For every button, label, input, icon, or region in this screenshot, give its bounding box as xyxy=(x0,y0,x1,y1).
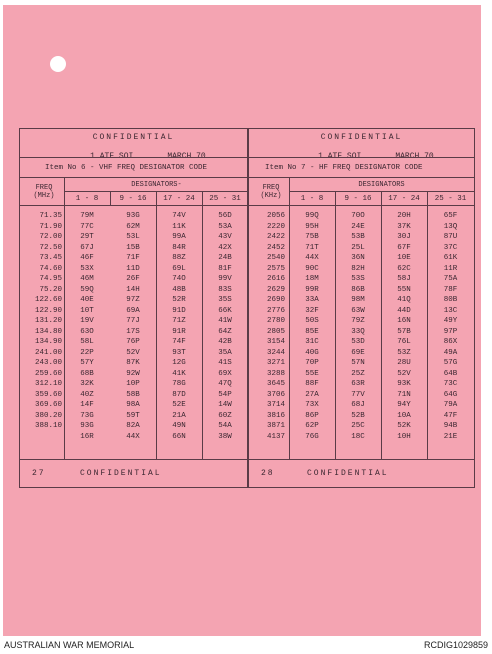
table-cell: 41S xyxy=(218,359,232,367)
day-header: 17 - 24 xyxy=(388,195,420,203)
table-cell: 44D xyxy=(397,306,411,315)
footer-classification: CONFIDENTIAL xyxy=(80,469,162,478)
table-cell: 122.60 xyxy=(34,296,62,304)
table-cell: 4137 xyxy=(266,432,285,441)
table-cell: 82A xyxy=(126,422,140,430)
table-cell: 79A xyxy=(443,401,458,409)
table-cell: 359.60 xyxy=(34,390,62,399)
table-cell: 134.80 xyxy=(34,327,62,336)
table-cell: 18C xyxy=(351,432,365,441)
table-cell: 76L xyxy=(397,338,411,346)
freq-header-unit: (KHz) xyxy=(260,192,282,200)
day-header: 25 - 31 xyxy=(209,195,241,203)
table-cell: 17S xyxy=(126,327,140,336)
table-cell: 77C xyxy=(80,222,94,231)
table-cell: 2452 xyxy=(266,243,285,252)
designator-column xyxy=(64,211,110,442)
table-cell: 66K xyxy=(218,306,232,315)
table-cell: 73.45 xyxy=(39,254,62,262)
table-cell: 74O xyxy=(172,275,186,283)
table-cell: 75A xyxy=(443,275,458,283)
table-cell: 99R xyxy=(305,285,319,294)
table-cell: 3706 xyxy=(266,390,285,399)
table-cell: 55E xyxy=(305,369,319,378)
table-cell: 58J xyxy=(397,275,411,283)
table-cell: 87D xyxy=(172,390,186,399)
table-cell: 53L xyxy=(126,233,140,241)
table-cell: 52V xyxy=(397,369,411,378)
table-cell: 31C xyxy=(305,338,319,346)
table-cell: 3271 xyxy=(266,359,285,367)
day-header: 1 - 8 xyxy=(75,195,99,203)
table-cell: 24B xyxy=(218,254,232,262)
archive-id: RCDIG1029859 xyxy=(423,640,488,650)
divider xyxy=(20,205,247,206)
table-cell: 14F xyxy=(80,401,94,409)
table-cell: 79M xyxy=(80,212,94,220)
day-header: 9 - 16 xyxy=(344,195,372,203)
table-cell: 57G xyxy=(443,359,458,367)
table-cell: 57B xyxy=(397,327,411,336)
table-cell: 30J xyxy=(397,233,411,241)
table-cell: 41W xyxy=(218,317,232,325)
table-cell: 49Y xyxy=(443,317,458,325)
table-cell: 52E xyxy=(172,401,186,409)
table-cell: 14W xyxy=(218,401,232,409)
freq-header xyxy=(24,184,64,200)
table-cell: 388.10 xyxy=(34,422,62,430)
table-cell: 63O xyxy=(80,327,94,336)
table-cell: 52R xyxy=(172,296,186,304)
table-cell: 14H xyxy=(126,285,140,294)
table-cell: 64G xyxy=(443,390,458,399)
table-cell: 44X xyxy=(305,254,319,262)
table-cell: 49A xyxy=(443,348,458,357)
table-cell: 21A xyxy=(172,411,186,420)
table-cell: 75B xyxy=(305,233,319,241)
table-cell: 10T xyxy=(80,306,94,315)
table-cell: 54P xyxy=(218,390,232,399)
table-cell: 94Y xyxy=(397,401,411,409)
table-cell: 53X xyxy=(80,264,94,273)
table-cell: 2616 xyxy=(266,275,285,283)
table-cell: 81F xyxy=(218,264,232,273)
table-cell: 47Q xyxy=(218,380,232,388)
divider xyxy=(20,157,247,158)
day-header: 1 - 8 xyxy=(300,195,324,203)
table-cell: 46F xyxy=(80,254,94,262)
freq-column xyxy=(251,211,285,442)
divider xyxy=(249,157,474,158)
table-cell: 43V xyxy=(218,233,232,241)
table-cell: 86X xyxy=(443,338,458,346)
designator-column xyxy=(427,211,474,442)
table-cell: 78F xyxy=(443,285,458,294)
footer-classification: CONFIDENTIAL xyxy=(307,469,389,478)
table-cell: 99Q xyxy=(305,212,319,220)
table-cell: 20H xyxy=(397,212,411,220)
table-cell: 35S xyxy=(218,296,232,304)
table-cell: 82H xyxy=(351,264,365,273)
table-cell: 3871 xyxy=(266,422,285,430)
table-cell: 42X xyxy=(218,243,232,252)
table-cell: 93K xyxy=(397,380,411,388)
table-cell: 32K xyxy=(80,380,94,388)
table-cell: 36N xyxy=(351,254,365,262)
table-cell: 37C xyxy=(443,243,458,252)
table-cell: 74.60 xyxy=(39,264,62,273)
table-cell: 52B xyxy=(351,411,365,420)
table-cell: 93T xyxy=(172,348,186,357)
table-cell: 94B xyxy=(443,422,458,430)
table-cell: 75.20 xyxy=(39,285,62,294)
table-cell: 87K xyxy=(126,359,140,367)
table-cell: 71.35 xyxy=(39,212,62,220)
table-cell: 13C xyxy=(443,306,458,315)
table-cell: 27A xyxy=(305,390,319,399)
table-cell: 32F xyxy=(305,306,319,315)
table-cell: 52V xyxy=(126,348,140,357)
divider xyxy=(249,459,474,460)
table-cell: 53Z xyxy=(397,348,411,357)
table-cell: 10P xyxy=(126,380,140,388)
day-header: 9 - 16 xyxy=(119,195,147,203)
table-cell: 58B xyxy=(126,390,140,399)
table-cell: 69L xyxy=(172,264,186,273)
classification-header: CONFIDENTIAL xyxy=(320,133,403,142)
freq-column xyxy=(22,211,62,432)
table-cell: 76P xyxy=(126,338,140,346)
table-cell: 57Y xyxy=(80,359,94,367)
table-cell: 86B xyxy=(351,285,365,294)
table-cell: 71F xyxy=(126,254,140,262)
designator-column xyxy=(335,211,381,442)
table-cell: 259.60 xyxy=(34,369,62,378)
table-cell: 47F xyxy=(443,411,458,420)
table-cell: 2629 xyxy=(266,285,285,294)
divider xyxy=(249,177,474,178)
table-cell: 98M xyxy=(351,296,365,304)
table-cell: 40G xyxy=(305,348,319,357)
table-cell: 87U xyxy=(443,233,458,241)
table-cell: 25L xyxy=(351,243,365,252)
table-cell: 3714 xyxy=(266,401,285,409)
day-header: 17 - 24 xyxy=(163,195,195,203)
table-cell: 25C xyxy=(351,422,365,430)
table-cell: 50S xyxy=(305,317,319,325)
table-cell: 55N xyxy=(397,285,411,294)
table-cell: 84R xyxy=(172,243,186,252)
table-cell: 312.10 xyxy=(34,380,62,388)
table-cell: 56D xyxy=(218,212,232,220)
table-cell: 65F xyxy=(443,212,458,220)
table-cell: 70O xyxy=(351,212,365,220)
page-number: 27 xyxy=(32,469,46,478)
table-cell: 33Q xyxy=(351,327,365,336)
table-cell: 74F xyxy=(172,338,186,346)
table-cell: 28U xyxy=(397,359,411,367)
table-cell: 2540 xyxy=(266,254,285,262)
day-header: 25 - 31 xyxy=(434,195,467,203)
archive-watermark: AUSTRALIAN WAR MEMORIAL xyxy=(4,640,135,650)
table-cell: 93G xyxy=(126,212,140,220)
table-cell: 99A xyxy=(172,233,186,241)
table-cell: 2805 xyxy=(266,327,285,336)
table-cell: 40Z xyxy=(80,390,94,399)
table-cell: 72.00 xyxy=(39,233,62,241)
table-cell: 3816 xyxy=(266,411,285,420)
table-cell: 42B xyxy=(218,338,232,346)
table-cell: 13Q xyxy=(443,222,458,231)
table-cell: 62M xyxy=(126,222,140,231)
item-title: Item No 7 - HF FREQ DESIGNATOR CODE xyxy=(265,164,423,172)
divider xyxy=(20,459,247,460)
table-cell: 53A xyxy=(218,222,232,231)
table-cell: 92W xyxy=(126,369,140,378)
table-cell: 10A xyxy=(397,411,411,420)
table-cell: 95H xyxy=(305,222,319,231)
table-cell: 16N xyxy=(397,317,411,325)
table-cell: 93G xyxy=(80,422,94,430)
table-cell: 243.00 xyxy=(34,359,62,367)
table-cell: 63R xyxy=(351,380,365,388)
table-cell: 22P xyxy=(80,348,94,357)
table-cell: 10H xyxy=(397,432,411,441)
table-cell: 38W xyxy=(218,432,232,441)
table-cell: 63W xyxy=(351,306,365,315)
table-cell: 134.90 xyxy=(34,338,62,346)
table-cell: 73C xyxy=(443,380,458,388)
table-cell: 69E xyxy=(351,348,365,357)
table-cell: 15B xyxy=(126,243,140,252)
table-cell: 2056 xyxy=(266,212,285,220)
table-cell: 68B xyxy=(80,369,94,378)
freq-header-unit: (MHz) xyxy=(33,192,55,200)
table-cell: 35A xyxy=(218,348,232,357)
table-cell: 3288 xyxy=(266,369,285,378)
table-cell: 53D xyxy=(351,338,365,346)
divider xyxy=(20,177,247,178)
table-cell: 99V xyxy=(218,275,232,283)
table-cell: 73X xyxy=(305,401,319,409)
table-cell: 80B xyxy=(443,296,458,304)
table-cell: 57N xyxy=(351,359,365,367)
punch-hole xyxy=(50,56,66,72)
designator-column xyxy=(381,211,427,442)
table-cell: 380.20 xyxy=(34,411,62,420)
table-cell: 66N xyxy=(172,432,186,441)
page-number: 28 xyxy=(261,469,275,478)
table-cell: 98A xyxy=(126,401,140,409)
designator-column xyxy=(202,211,248,442)
table-cell: 58L xyxy=(80,338,94,346)
divider xyxy=(249,205,474,206)
table-cell: 2690 xyxy=(266,296,285,304)
table-cell: 97Z xyxy=(126,296,140,304)
table-cell: 11D xyxy=(126,264,140,273)
table-cell: 74V xyxy=(172,212,186,220)
table-cell: 2220 xyxy=(266,222,285,231)
table-cell: 12G xyxy=(172,359,186,367)
table-cell: 46M xyxy=(80,275,94,283)
table-cell: 33A xyxy=(305,296,319,304)
table-cell: 48B xyxy=(172,285,186,294)
table-cell: 78G xyxy=(172,380,186,388)
table-cell: 88F xyxy=(305,380,319,388)
designator-column xyxy=(156,211,202,442)
table-cell: 70P xyxy=(305,359,319,367)
table-cell: 71Z xyxy=(172,317,186,325)
table-cell: 19V xyxy=(80,317,94,325)
classification-header: CONFIDENTIAL xyxy=(92,133,175,142)
table-cell: 24E xyxy=(351,222,365,231)
table-cell: 74.95 xyxy=(39,275,62,283)
document-page xyxy=(3,5,481,636)
table-cell: 26F xyxy=(126,275,140,283)
table-cell: 44X xyxy=(126,432,140,441)
table-cell: 86P xyxy=(305,411,319,420)
table-cell: 29T xyxy=(80,233,94,241)
table-cell: 369.60 xyxy=(34,401,62,409)
table-cell: 11R xyxy=(443,264,458,273)
table-cell: 49N xyxy=(172,422,186,430)
table-cell: 61K xyxy=(443,254,458,262)
table-cell: 3154 xyxy=(266,338,285,346)
table-cell: 91R xyxy=(172,327,186,336)
table-cell: 25Z xyxy=(351,369,365,378)
table-cell: 53S xyxy=(351,275,365,283)
table-cell: 76G xyxy=(305,432,319,441)
table-cell: 97P xyxy=(443,327,458,336)
table-cell: 11K xyxy=(172,222,186,231)
table-cell: 60Z xyxy=(218,411,232,420)
vhf-panel xyxy=(19,128,248,488)
item-title: Item No 6 - VHF FREQ DESIGNATOR CODE xyxy=(45,164,208,172)
table-cell: 67F xyxy=(397,243,411,252)
table-cell: 52K xyxy=(397,422,411,430)
table-cell: 2780 xyxy=(266,317,285,325)
designator-column xyxy=(110,211,156,442)
table-cell: 72.50 xyxy=(39,243,62,252)
table-cell: 79Z xyxy=(351,317,365,325)
table-cell: 59Q xyxy=(80,285,94,294)
table-cell: 83S xyxy=(218,285,232,294)
table-cell: 77J xyxy=(126,317,140,325)
table-cell: 77V xyxy=(351,390,365,399)
table-cell: 85E xyxy=(305,327,319,336)
table-cell: 69X xyxy=(218,369,232,378)
hf-panel xyxy=(248,128,475,488)
table-cell: 91D xyxy=(172,306,186,315)
table-cell: 41K xyxy=(172,369,186,378)
table-cell: 71.90 xyxy=(39,222,62,231)
table-cell: 18M xyxy=(305,275,319,283)
table-cell: 67J xyxy=(80,243,94,252)
table-cell: 53B xyxy=(351,233,365,241)
table-cell: 2575 xyxy=(266,264,285,273)
freq-header-label: FREQ xyxy=(35,184,53,192)
table-cell: 73G xyxy=(80,411,94,420)
table-cell: 122.90 xyxy=(34,306,62,315)
table-cell: 90C xyxy=(305,264,319,273)
table-cell: 54A xyxy=(218,422,232,430)
table-cell: 2776 xyxy=(266,306,285,315)
designators-header: DESIGNATORS xyxy=(358,181,405,189)
freq-header-label: FREQ xyxy=(262,184,280,192)
table-cell: 3645 xyxy=(266,380,285,388)
table-cell: 62P xyxy=(305,422,319,430)
table-cell: 241.00 xyxy=(34,348,62,357)
table-cell: 16R xyxy=(80,432,94,441)
designators-header: DESIGNATORS- xyxy=(131,181,182,189)
table-cell: 10E xyxy=(397,254,411,262)
freq-header xyxy=(253,184,289,200)
table-cell: 21E xyxy=(443,432,458,441)
table-cell: 131.20 xyxy=(34,317,62,325)
table-cell: 71T xyxy=(305,243,319,252)
table-cell: 64Z xyxy=(218,327,232,336)
table-cell: 40E xyxy=(80,296,94,304)
table-cell: 3244 xyxy=(266,348,285,357)
table-cell: 59T xyxy=(126,411,140,420)
designator-column xyxy=(289,211,335,442)
table-cell: 62C xyxy=(397,264,411,273)
table-cell: 88Z xyxy=(172,254,186,262)
table-cell: 69A xyxy=(126,306,140,315)
table-cell: 71N xyxy=(397,390,411,399)
table-cell: 37K xyxy=(397,222,411,231)
table-cell: 41Q xyxy=(397,296,411,304)
table-cell: 2422 xyxy=(266,233,285,241)
table-cell: 68J xyxy=(351,401,365,409)
table-cell: 64B xyxy=(443,369,458,378)
